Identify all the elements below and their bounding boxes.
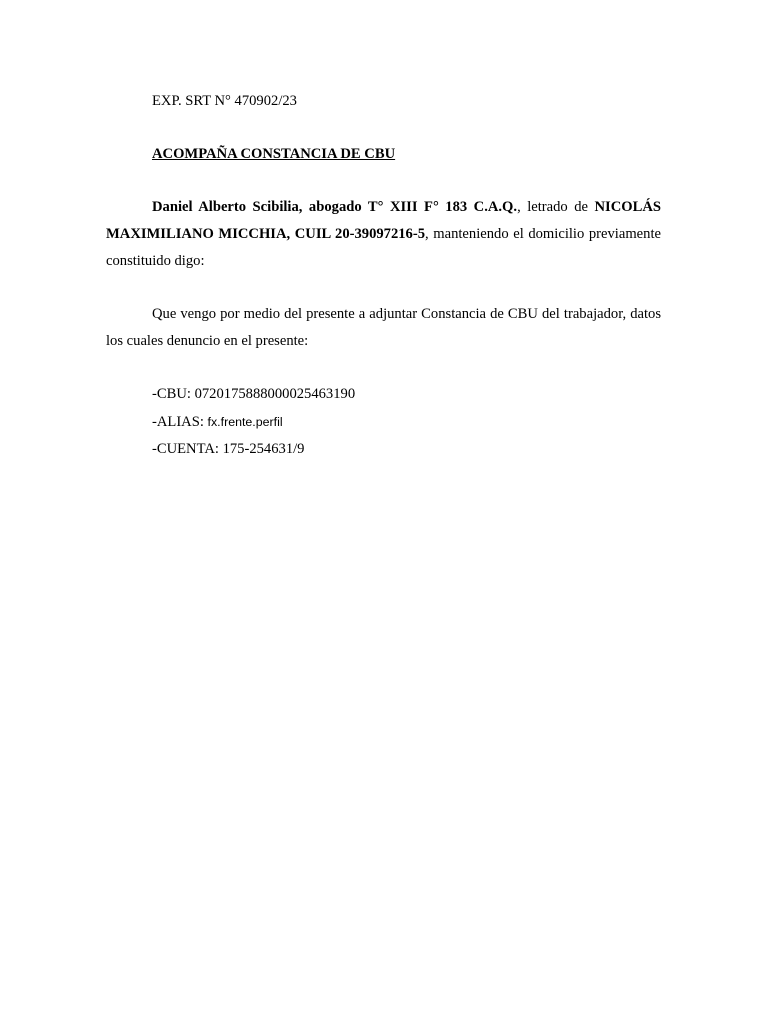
cbu-line (106, 381, 661, 409)
document-heading: ACOMPAÑA CONSTANCIA DE CBU (152, 146, 396, 162)
client-name: NICOLÁS MAXIMILIANO MICCHIA, CUIL 20-39097216-5 (106, 199, 662, 242)
intro-connector: , letrado de (517, 199, 595, 215)
cbu-value: 0720175888000025463190 (194, 386, 356, 402)
expediente-number: EXP. SRT N° 470902/23 (152, 93, 297, 109)
document-body (106, 88, 661, 464)
cuenta-label: -CUENTA: (152, 441, 223, 457)
alias-line (106, 409, 661, 437)
intro-rest: , manteniendo el domicilio previamente constituido digo: (106, 226, 661, 269)
body-paragraph: Que vengo por medio del presente a adjuntar Constancia de CBU del trabajador, datos los cuales denuncio en el presente: (106, 306, 661, 349)
cbu-label: -CBU: (152, 386, 195, 402)
lawyer-name: Daniel Alberto Scibilia, abogado T° XIII F° 183 C.A.Q. (152, 199, 518, 215)
cuenta-line (106, 436, 661, 464)
alias-label: -ALIAS: (152, 413, 208, 430)
alias-value: fx.frente.perfil (207, 414, 283, 429)
intro-paragraph (106, 194, 661, 275)
cuenta-value: 175-254631/9 (222, 441, 305, 457)
